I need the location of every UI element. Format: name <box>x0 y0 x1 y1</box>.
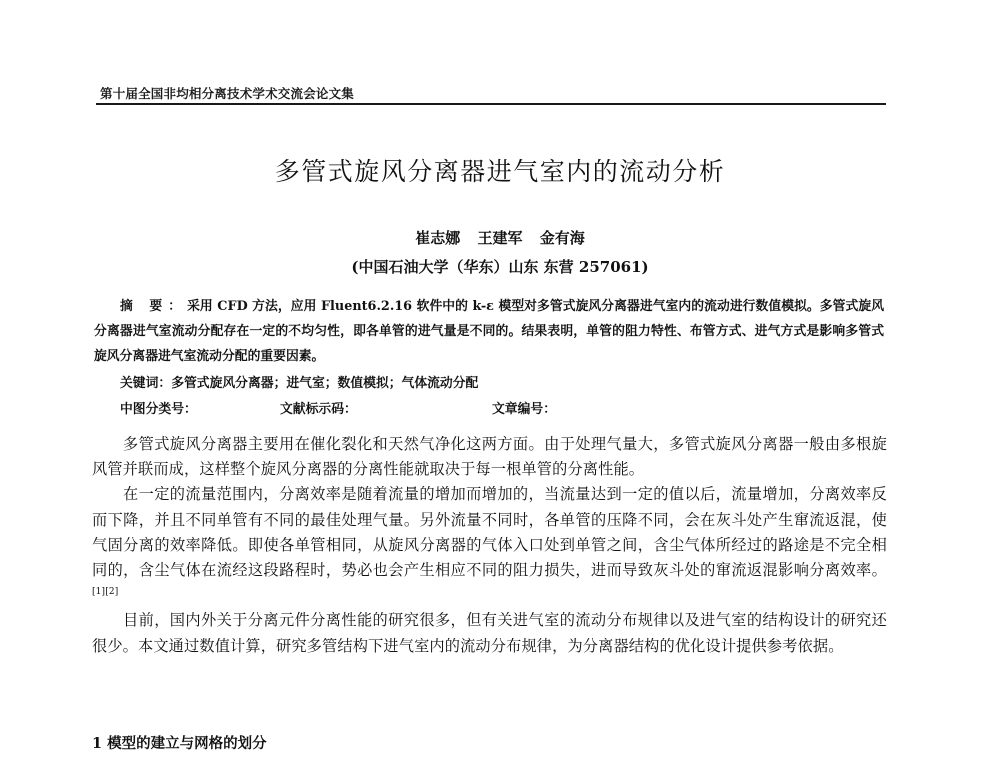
body-paragraph: 目前，国内外关于分离元件分离性能的研究很多，但有关进气室的流动分布规律以及进气室的结构设计的研究还很少。本文通过数值计算，研究多管结构下进气室内的流动分布规律，为分离器结构的优化设计提供参考依据。 <box>92 611 887 655</box>
paper-title: 多管式旋风分离器进气室内的流动分析 <box>274 157 726 186</box>
author-affiliation: (中国石油大学（华东）山东 东营 257061) <box>351 258 649 276</box>
abstract <box>94 294 884 369</box>
keywords-label: 关键词： <box>120 376 172 391</box>
abstract-text: 采用 CFD 方法，应用 Fluent6.2.16 软件中的 k-ε 模型对多管式旋风分离器进气室内的流动进行数值模拟。多管式旋风分离器进气室流动分配存在一定的不均匀性，即各单管的进气量是不同的。结果表明，单管的阻力特性、布管方式、进气方式是影响多管式旋风分离器进气室流动分配的重要因素。 <box>94 299 884 364</box>
document-code-label: 文献标示码： <box>280 402 357 417</box>
author-list: 崔志娜 王建军 金有海 <box>415 229 585 247</box>
running-header: 第十届全国非均相分离技术学术交流会论文集 <box>100 86 355 101</box>
article-id-label: 文章编号： <box>492 402 556 417</box>
header-rule <box>96 103 886 105</box>
citation-reference: [1][2] <box>92 587 119 598</box>
section-heading: 1 模型的建立与网格的划分 <box>92 735 267 752</box>
abstract-label: 摘 要： <box>120 299 188 314</box>
keywords-text: 多管式旋风分离器；进气室；数值模拟；气体流动分配 <box>171 376 479 391</box>
body-paragraph: 多管式旋风分离器主要用在催化裂化和天然气净化这两方面。由于处理气量大，多管式旋风分离器一般由多根旋风管并联而成，这样整个旋风分离器的分离性能就取决于每一根单管的分离性能。 <box>92 435 887 479</box>
clc-number-label: 中图分类号： <box>120 402 197 417</box>
body-text <box>92 432 887 659</box>
body-paragraph-text: 在一定的流量范围内，分离效率是随着流量的增加而增加的，当流量达到一定的值以后，流量增加，分离效率反而下降，并且不同单管有不同的最佳处理气量。另外流量不同时，各单管的压降不同，会在灰斗处产生窜流返混，使气固分离的效率降低。即使各单管相同，从旋风分离器的气体入口处到单管之间，含尘气体所经过的路途是不完全相同的，含尘气体在流经这段路程时，势必也会产生相应不同的阻力损失，进而导致灰斗处的窜流返混影响分离效率。 <box>92 485 887 580</box>
keywords <box>120 372 478 391</box>
body-paragraph <box>92 482 887 608</box>
